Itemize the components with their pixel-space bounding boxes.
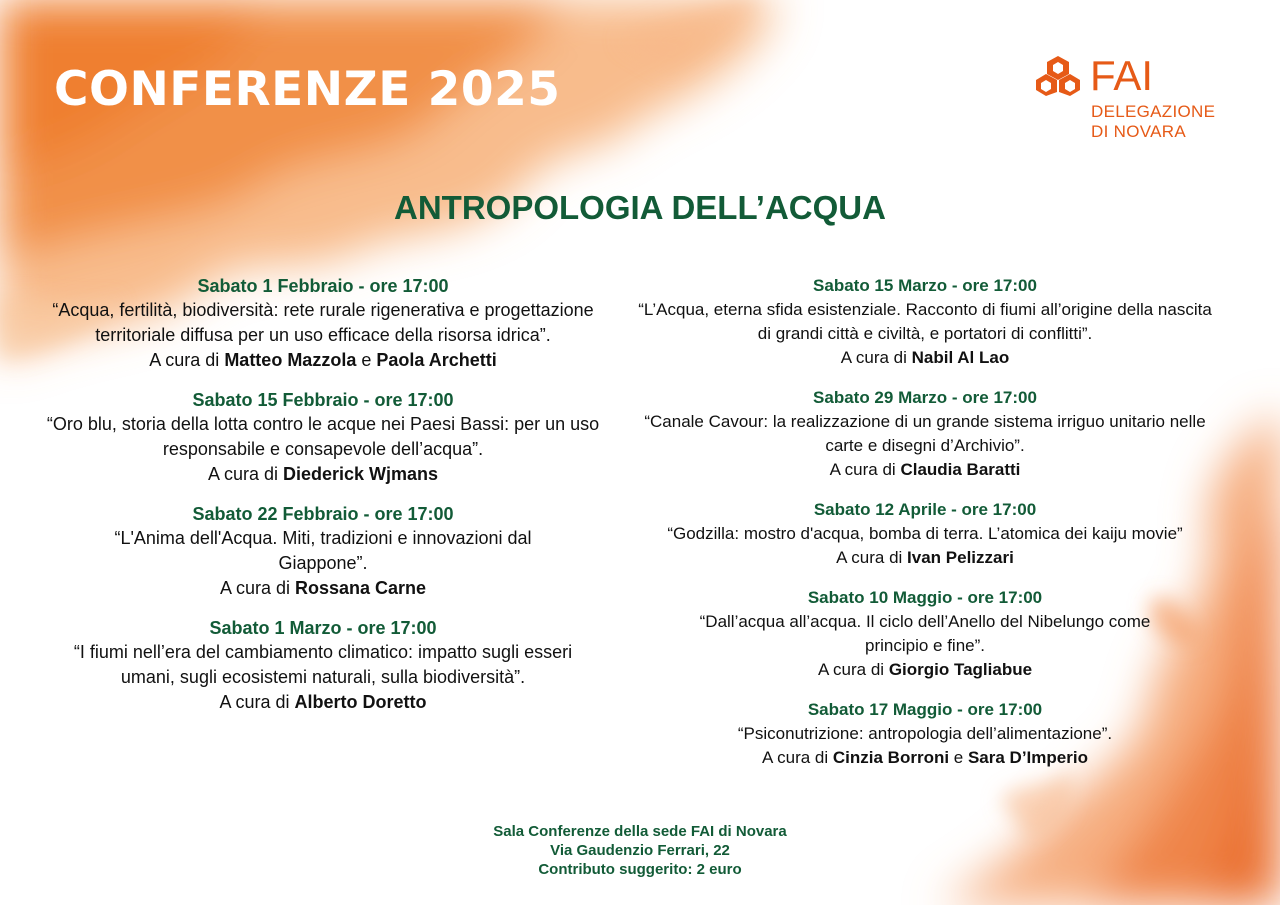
curator-prefix: A cura di — [762, 748, 833, 767]
left-events-column — [38, 274, 608, 730]
event-curator — [630, 658, 1220, 682]
fai-logo — [1036, 52, 1226, 144]
event-title: “Canale Cavour: la realizzazione di un grande sistema irriguo unitario nelle carte e disegni d’Archivio”. — [644, 412, 1206, 455]
event-title: “Oro blu, storia della lotta contro le acque nei Paesi Bassi: per un uso responsabile e consapevole dell’acqua”. — [46, 414, 600, 459]
event-curator — [38, 462, 608, 487]
event-item — [38, 616, 608, 715]
speaker-name: Cinzia Borroni — [832, 748, 950, 767]
event-curator — [630, 346, 1220, 370]
event-title: “L’Acqua, eterna sfida esistenziale. Racconto di fiumi all’origine della nascita di grandi città e civiltà, e portatori di conflitti”. — [638, 300, 1212, 343]
venue-name: Sala Conferenze della sede FAI di Novara — [493, 823, 787, 840]
event-curator — [630, 546, 1220, 570]
event-date: Sabato 22 Febbraio - ore 17:00 — [192, 504, 454, 524]
header-title: CONFERENZE 2025 — [54, 62, 561, 117]
event-date: Sabato 1 Marzo - ore 17:00 — [209, 618, 437, 638]
event-item — [630, 698, 1220, 770]
event-date: Sabato 12 Aprile - ore 17:00 — [813, 500, 1037, 519]
event-title: “Acqua, fertilità, biodiversità: rete rurale rigenerativa e progettazione territoriale diffusa per un uso efficace della risorsa idrica”. — [52, 300, 594, 345]
logo-brand: FAI — [1090, 52, 1154, 99]
venue-footer — [0, 822, 1280, 879]
curator-prefix: A cura di — [207, 464, 283, 484]
main-title: ANTROPOLOGIA DELL’ACQUA — [394, 189, 886, 226]
right-events-column — [630, 274, 1220, 786]
event-item — [630, 498, 1220, 570]
logo-subtitle-line2: DI NOVARA — [1091, 122, 1186, 141]
curator-prefix: A cura di — [219, 692, 295, 712]
event-date: Sabato 17 Maggio - ore 17:00 — [807, 700, 1043, 719]
curator-prefix: A cura di — [829, 460, 901, 479]
curator-conjunction: e — [356, 350, 377, 370]
event-curator — [38, 348, 608, 373]
event-date: Sabato 15 Marzo - ore 17:00 — [813, 276, 1037, 295]
curator-prefix: A cura di — [219, 578, 295, 598]
curator-prefix: A cura di — [836, 548, 908, 567]
curator-prefix: A cura di — [840, 348, 912, 367]
speaker-name: Rossana Carne — [294, 578, 427, 598]
curator-conjunction: e — [949, 748, 968, 767]
fai-trefoil-icon — [1036, 54, 1080, 98]
event-curator — [630, 458, 1220, 482]
speaker-name: Nabil Al Lao — [911, 348, 1010, 367]
speaker-name: Claudia Baratti — [900, 460, 1021, 479]
event-item — [38, 502, 608, 601]
event-item — [630, 386, 1220, 482]
suggested-contribution: Contributo suggerito: 2 euro — [538, 861, 742, 878]
logo-subtitle-line1: DELEGAZIONE — [1091, 102, 1216, 121]
event-date: Sabato 15 Febbraio - ore 17:00 — [192, 390, 454, 410]
event-item — [38, 274, 608, 373]
curator-prefix: A cura di — [149, 350, 225, 370]
curator-prefix: A cura di — [817, 660, 889, 679]
event-date: Sabato 1 Febbraio - ore 17:00 — [197, 276, 449, 296]
event-date: Sabato 29 Marzo - ore 17:00 — [813, 388, 1037, 407]
speaker-name: Ivan Pelizzari — [907, 548, 1014, 567]
event-item — [38, 388, 608, 487]
speaker-name: Paola Archetti — [376, 350, 497, 370]
speaker-name: Matteo Mazzola — [224, 350, 357, 370]
speaker-name: Diederick Wjmans — [282, 464, 439, 484]
speaker-name: Sara D’Imperio — [967, 748, 1088, 767]
event-title: “Godzilla: mostro d'acqua, bomba di terra. L’atomica dei kaiju movie” — [667, 524, 1183, 543]
event-title: “L'Anima dell'Acqua. Miti, tradizioni e innovazioni dal Giappone”. — [114, 528, 532, 573]
event-title: “Dall’acqua all’acqua. Il ciclo dell’Anello del Nibelungo come principio e fine”. — [699, 612, 1151, 655]
event-curator — [38, 576, 608, 601]
event-curator — [630, 746, 1220, 770]
event-item — [630, 586, 1220, 682]
event-item — [630, 274, 1220, 370]
venue-address: Via Gaudenzio Ferrari, 22 — [550, 842, 730, 859]
event-date: Sabato 10 Maggio - ore 17:00 — [807, 588, 1043, 607]
event-curator — [38, 690, 608, 715]
event-title: “I fiumi nell’era del cambiamento climatico: impatto sugli esseri umani, sugli ecosistemi naturali, sulla biodiversità”. — [73, 642, 573, 687]
speaker-name: Alberto Doretto — [294, 692, 427, 712]
speaker-name: Giorgio Tagliabue — [888, 660, 1033, 679]
event-title: “Psiconutrizione: antropologia dell’alimentazione”. — [737, 724, 1113, 743]
